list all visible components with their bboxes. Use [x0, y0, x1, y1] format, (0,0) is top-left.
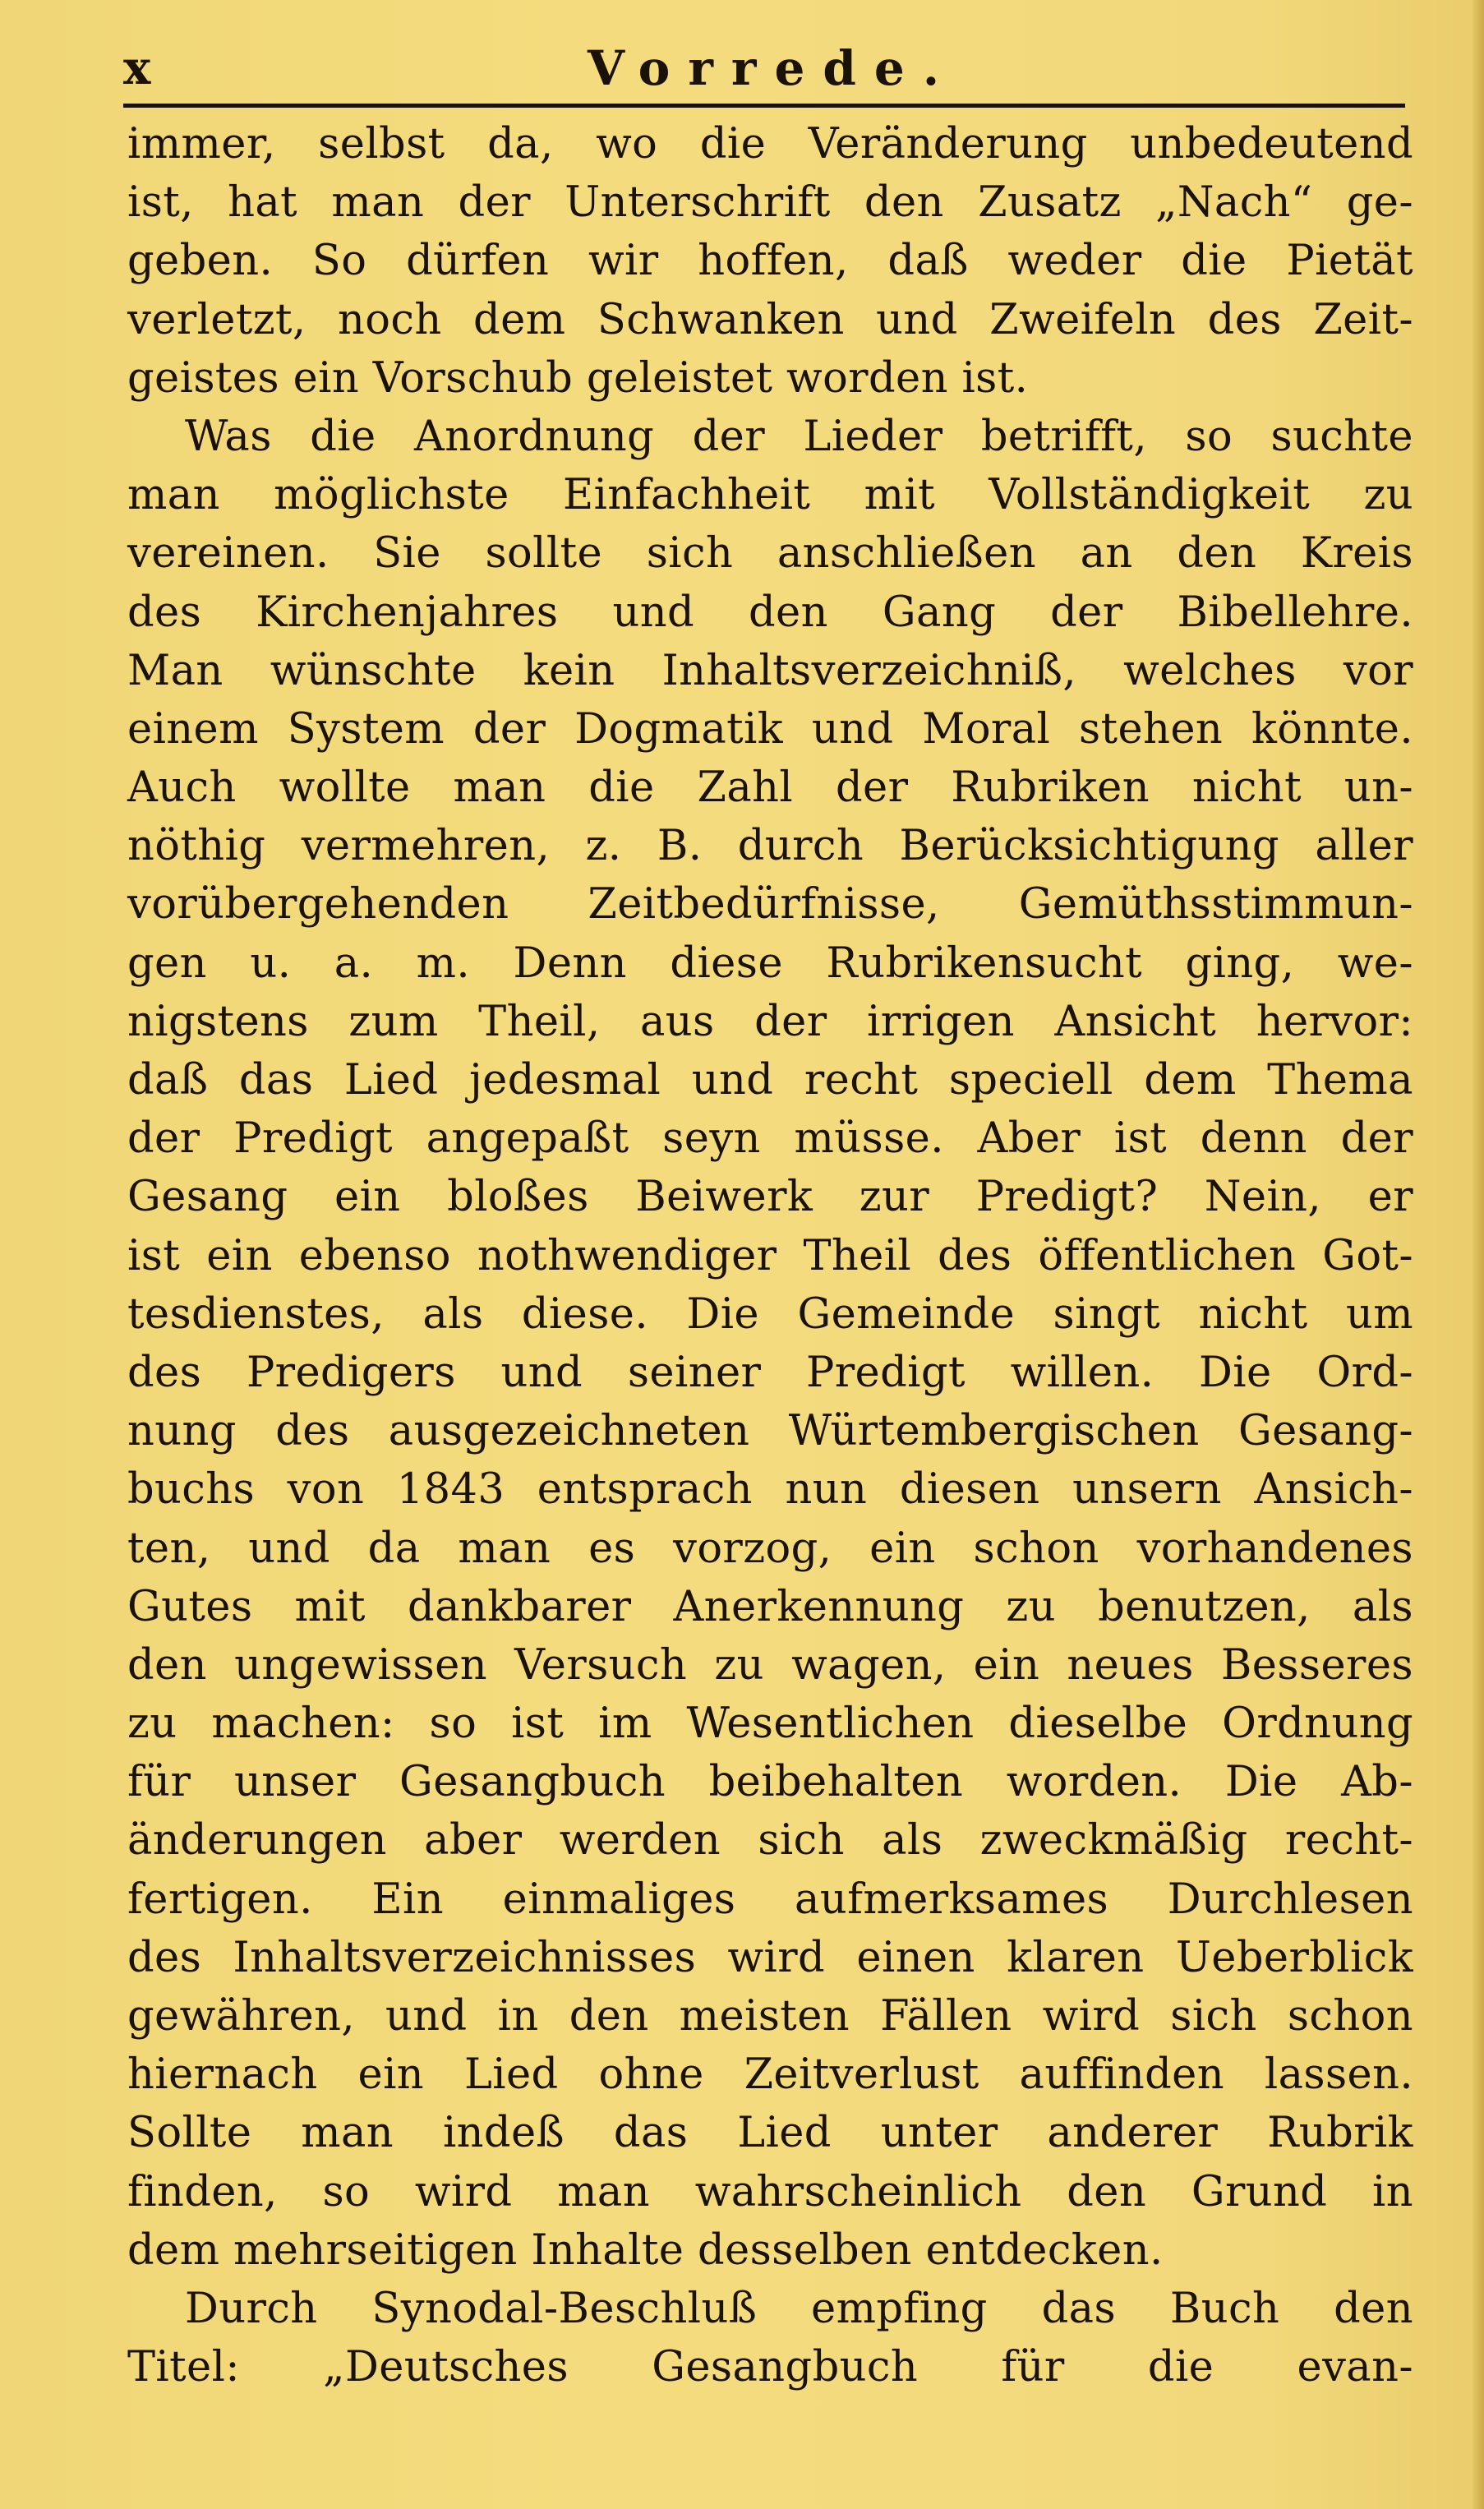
text-line: gen u. a. m. Denn diese Rubrikensucht ging, we- — [127, 939, 1413, 988]
text-line: Gesang ein bloßes Beiwerk zur Predigt? Nein, er — [127, 1173, 1413, 1222]
text-line: einem System der Dogmatik und Moral stehen könnte. — [127, 704, 1413, 754]
text-line: den ungewissen Versuch zu wagen, ein neues Besseres — [127, 1640, 1413, 1690]
text-line: geben. So dürfen wir hoffen, daß weder die Pietät — [127, 237, 1413, 286]
page-edge-shadow — [1472, 0, 1484, 2509]
text-line: nung des ausgezeichneten Würtembergischen Gesang- — [127, 1407, 1413, 1456]
text-line: tesdienstes, als diese. Die Gemeinde singt nicht um — [127, 1289, 1413, 1339]
text-line: buchs von 1843 entsprach nun diesen unsern Ansich- — [127, 1465, 1413, 1515]
text-line: ist ein ebenso nothwendiger Theil des öffentlichen Got- — [127, 1231, 1413, 1280]
text-line: Man wünschte kein Inhaltsverzeichniß, welches vor — [127, 646, 1413, 695]
text-line: immer, selbst da, wo die Veränderung unbedeutend — [127, 120, 1413, 168]
text-line: Auch wollte man die Zahl der Rubriken nicht un- — [127, 763, 1413, 813]
text-line: vorübergehenden Zeitbedürfnisse, Gemüthsstimmun- — [127, 880, 1413, 929]
running-title: Vorrede. — [587, 40, 958, 96]
text-line: Gutes mit dankbarer Anerkennung zu benutzen, als — [127, 1582, 1413, 1631]
text-line: des Kirchenjahres und den Gang der Bibellehre. — [127, 588, 1413, 637]
text-line: daß das Lied jedesmal und recht speciell dem Thema — [127, 1056, 1413, 1105]
page-header — [123, 39, 1405, 97]
text-line: hiernach ein Lied ohne Zeitverlust auffinden lassen. — [127, 2050, 1413, 2100]
text-line: nöthig vermehren, z. B. durch Berücksichtigung aller — [127, 822, 1413, 871]
text-line: gewähren, und in den meisten Fällen wird sich schon — [127, 1992, 1413, 2041]
text-line: nigstens zum Theil, aus der irrigen Ansicht hervor: — [127, 997, 1413, 1046]
text-line: der Predigt angepaßt seyn müsse. Aber ist denn der — [127, 1114, 1413, 1164]
text-line: man möglichste Einfachheit mit Vollständigkeit zu — [127, 471, 1413, 520]
text-line: des Inhaltsverzeichnisses wird einen klaren Ueberblick — [127, 1933, 1413, 1982]
page-number: x — [123, 41, 151, 95]
text-line: fertigen. Ein einmaliges aufmerksames Durchlesen — [127, 1875, 1413, 1924]
text-line: des Predigers und seiner Predigt willen. Die Ord- — [127, 1348, 1413, 1397]
paragraph-start-line: Durch Synodal-Beschluß empfing das Buch den — [185, 2284, 1413, 2333]
text-line: Sollte man indeß das Lied unter anderer Rubrik — [127, 2109, 1413, 2158]
text-line: änderungen aber werden sich als zweckmäßig recht- — [127, 1816, 1413, 1866]
text-line: ist, hat man der Unterschrift den Zusatz „Nach“ ge- — [127, 178, 1413, 228]
body-text — [127, 115, 1413, 2396]
text-line: finden, so wird man wahrscheinlich den Grund in — [127, 2167, 1413, 2216]
text-line: für unser Gesangbuch beibehalten worden. Die Ab- — [127, 1758, 1413, 1807]
paragraph-start-line: Was die Anordnung der Lieder betrifft, so suchte — [185, 412, 1413, 461]
text-line: vereinen. Sie sollte sich anschließen an den Kreis — [127, 529, 1413, 579]
header-rule — [123, 104, 1405, 108]
text-line: zu machen: so ist im Wesentlichen dieselbe Ordnung — [127, 1700, 1413, 1749]
text-line: dem mehrseitigen Inhalte desselben entdecken. — [127, 2225, 1164, 2275]
text-line: geistes ein Vorschub geleistet worden ist. — [127, 353, 1029, 403]
text-line: Titel: „Deutsches Gesangbuch für die evan- — [127, 2343, 1413, 2392]
text-line: verletzt, noch dem Schwanken und Zweifeln des Zeit- — [127, 295, 1413, 344]
text-line: ten, und da man es vorzog, ein schon vorhandenes — [127, 1524, 1413, 1573]
